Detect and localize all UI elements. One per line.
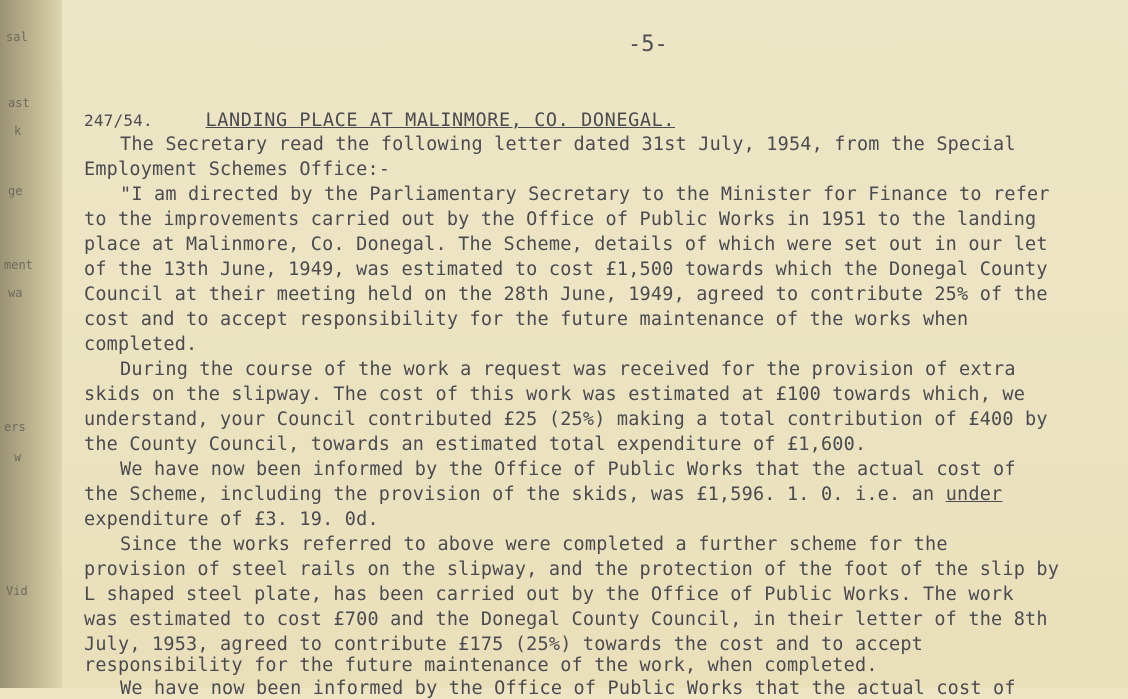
- text-line: understand, your Council contributed £25 (25%) making a total contribution of £400 by: [84, 409, 1048, 430]
- margin-fragment: Vid: [6, 584, 28, 598]
- text-line: skids on the slipway. The cost of this work was estimated at £100 towards which, we: [84, 384, 1026, 405]
- text-line: of the 13th June, 1949, was estimated to cost £1,500 towards which the Donegal County: [84, 259, 1048, 280]
- text-line: the County Council, towards an estimated total expenditure of £1,600.: [84, 434, 867, 455]
- margin-fragment: k: [14, 124, 22, 138]
- text-line-part: the Scheme, including the provision of the skids, was £1,596. 1. 0. i.e. an: [84, 484, 935, 505]
- page-number: -5-: [628, 32, 668, 57]
- margin-fragment: wa: [8, 286, 23, 300]
- text-line: We have now been informed by the Office of Public Works that the actual cost of: [120, 459, 1016, 480]
- heading-title: LANDING PLACE AT MALINMORE, CO. DONEGAL.: [205, 110, 676, 131]
- heading: [84, 110, 675, 131]
- text-line: The Secretary read the following letter dated 31st July, 1954, from the Special: [120, 134, 1016, 155]
- text-line: provision of steel rails on the slipway, and the protection of the foot of the slip by: [84, 559, 1060, 580]
- text-line: completed.: [84, 334, 198, 355]
- text-line: responsibility for the future maintenance of the work, when completed.: [84, 655, 878, 676]
- margin-fragment: ment: [4, 258, 33, 272]
- text-line: Employment Schemes Office:-: [84, 159, 391, 180]
- text-line: [84, 484, 1002, 505]
- text-line: was estimated to cost £700 and the Donegal County Council, in their letter of the 8th: [84, 609, 1048, 630]
- margin-fragment: ge: [8, 184, 23, 198]
- text-line: Council at their meeting held on the 28th June, 1949, agreed to contribute 25% of the: [84, 284, 1048, 305]
- text-line: cost and to accept responsibility for the future maintenance of the works when: [84, 309, 969, 330]
- heading-reference: 247/54.: [84, 111, 153, 130]
- margin-fragment: w: [14, 450, 22, 464]
- text-line: expenditure of £3. 19. 0d.: [84, 509, 379, 530]
- text-line: Since the works referred to above were completed a further scheme for the: [120, 534, 948, 555]
- book-binding-edge: [0, 0, 63, 688]
- text-line: L shaped steel plate, has been carried out by the Office of Public Works. The work: [84, 584, 1014, 605]
- margin-fragment: sal: [6, 30, 28, 44]
- text-line: July, 1953, agreed to contribute £175 (25%) towards the cost and to accept: [84, 634, 924, 655]
- text-line: We have now been informed by the Office of Public Works that the actual cost of: [120, 678, 1016, 699]
- margin-fragment: ers: [4, 420, 26, 434]
- margin-fragment: ast: [8, 96, 30, 110]
- text-line: to the improvements carried out by the Office of Public Works in 1951 to the landing: [84, 209, 1037, 230]
- text-line: During the course of the work a request was received for the provision of extra: [120, 359, 1016, 380]
- document-page: [62, 0, 1128, 699]
- underlined-word: under: [945, 484, 1003, 505]
- text-line: "I am directed by the Parliamentary Secretary to the Minister for Finance to refer: [120, 184, 1050, 205]
- text-line: place at Malinmore, Co. Donegal. The Scheme, details of which were set out in our let: [84, 234, 1048, 255]
